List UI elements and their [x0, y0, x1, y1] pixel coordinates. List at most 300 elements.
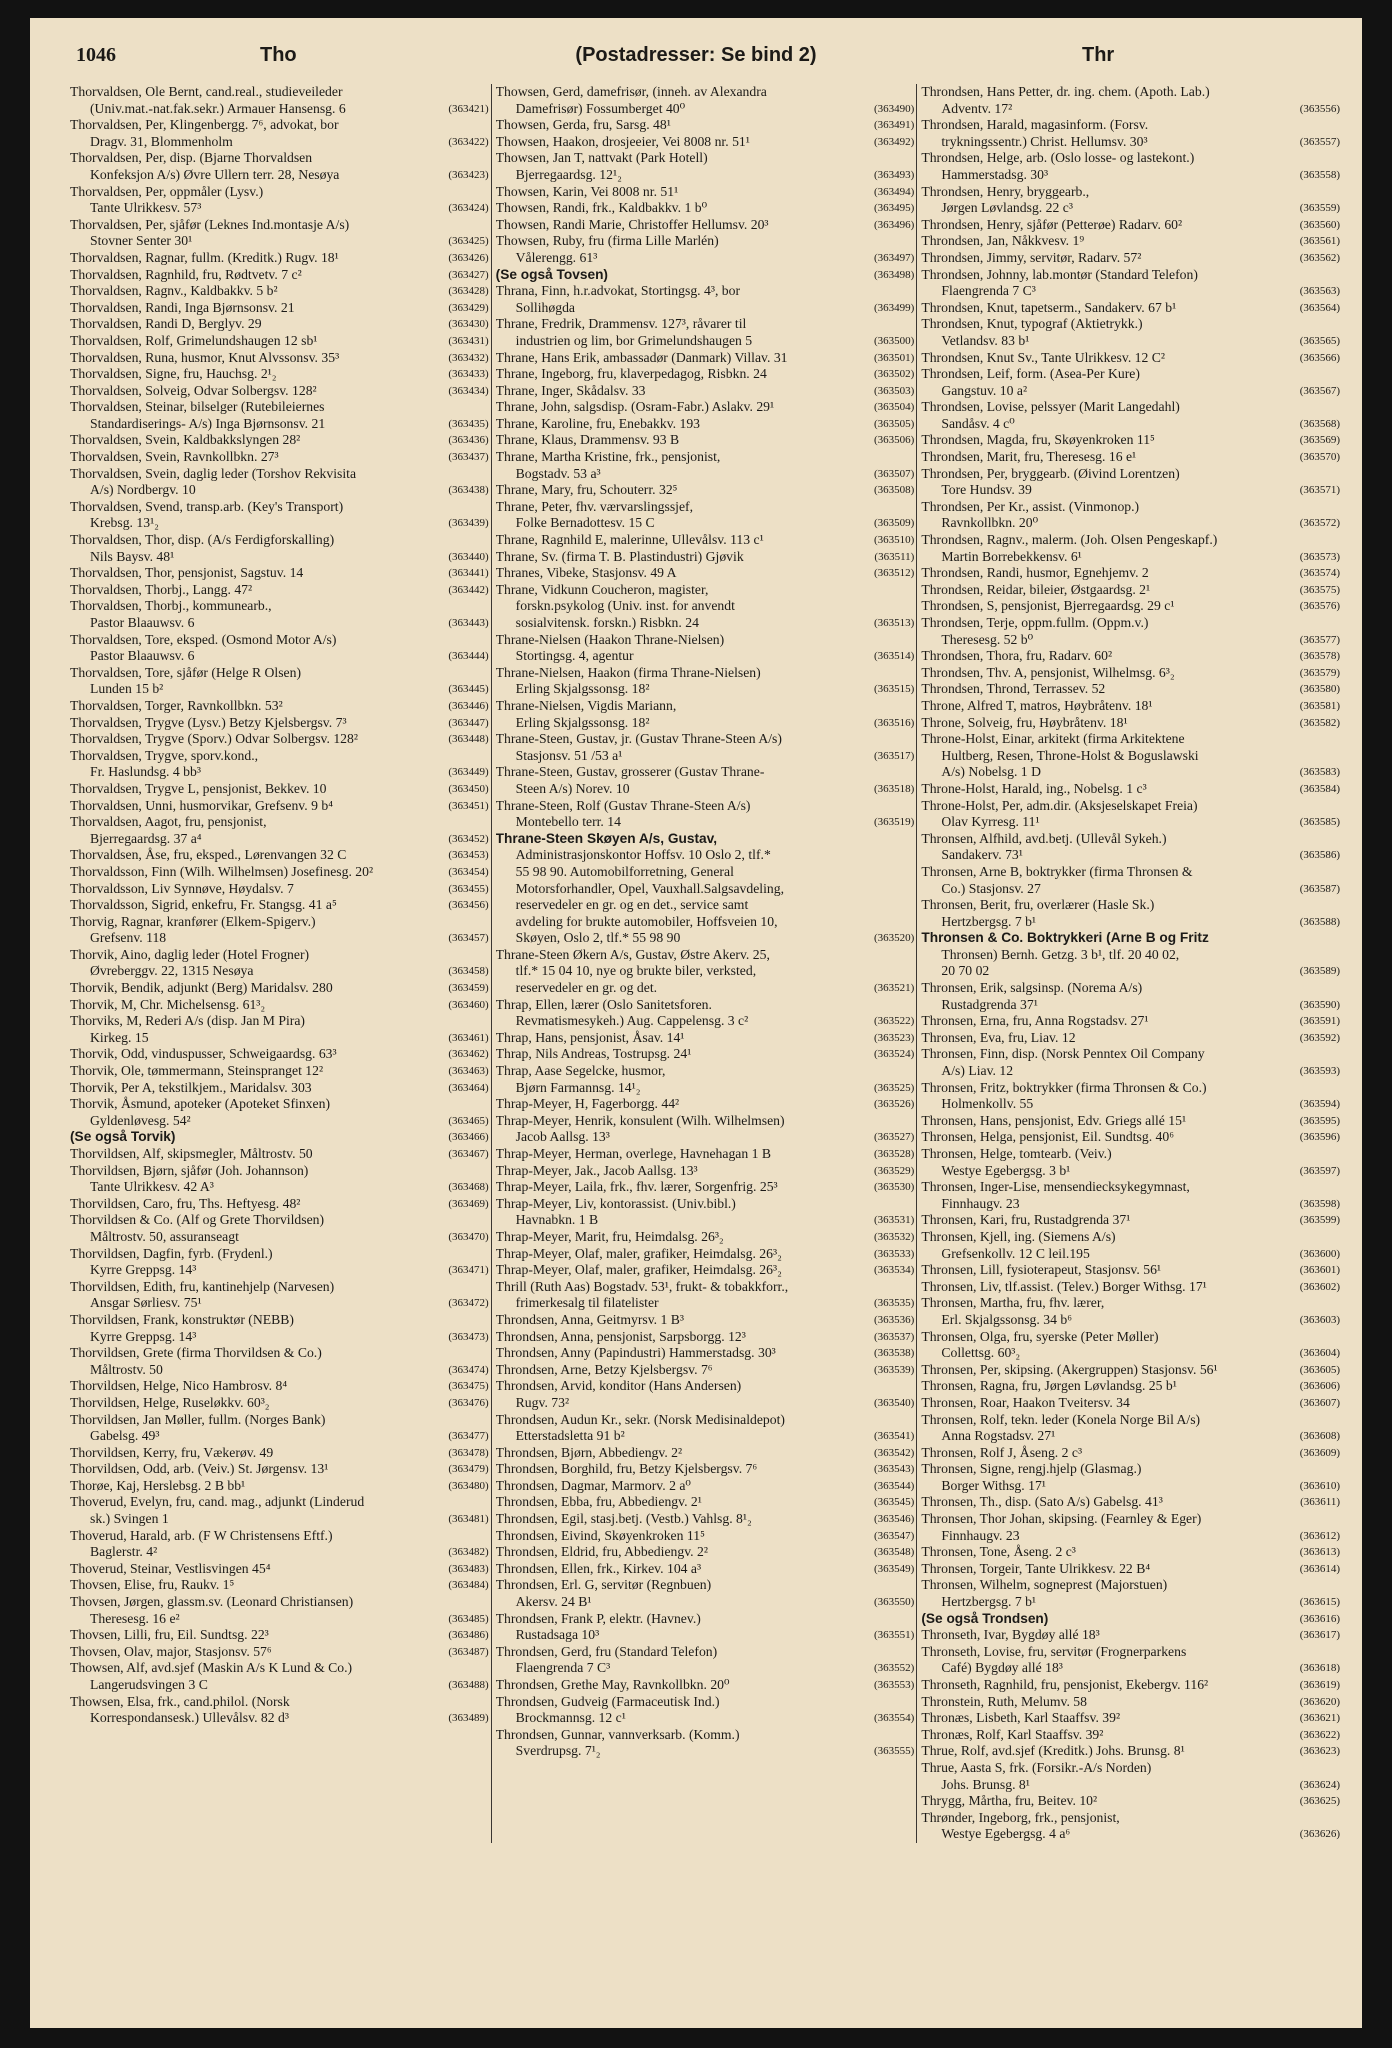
entry-number: (363484) [448, 1579, 489, 1592]
entry-line: Throndsen, Leif, form. (Asea-Per Kure) [921, 366, 1140, 382]
entry-line-row [496, 1312, 915, 1329]
entry-line-row [70, 117, 489, 134]
entry-number: (363507) [874, 467, 915, 480]
entry-line-row [496, 831, 915, 848]
entry-line: Hertzbergsg. 7 b¹ [941, 1594, 1037, 1610]
entry-line: Thorvaldsen, Ragnhild, fru, Rødtvetv. 7 c² [70, 266, 302, 282]
entry-line-row [496, 1544, 915, 1561]
entry-line: Thorvildsen, Helge, Nico Hambrosv. 8⁴ [70, 1378, 288, 1394]
entry-line-row [921, 764, 1340, 781]
directory-entry [496, 1611, 915, 1644]
entry-number: (363580) [1299, 683, 1341, 696]
entry-line-row [921, 350, 1340, 367]
entry-line-row [496, 1727, 915, 1744]
entry-line-row [70, 383, 489, 400]
entry-line: Thrane, Martha Kristine, frk., pensjonist, [495, 449, 721, 465]
entry-number: (363553) [874, 1679, 915, 1691]
entry-line-row [496, 1129, 915, 1146]
entry-line-row [70, 1511, 489, 1528]
entry-line-row [921, 598, 1340, 615]
entry-line-row [496, 814, 915, 831]
entry-line: Thrap-Meyer, Herman, overlege, Havnehagan 1 B [495, 1146, 772, 1161]
entry-number: (363516) [874, 716, 915, 729]
entry-line-row [496, 748, 915, 765]
entry-line-row [496, 1013, 915, 1030]
entry-line-row [921, 565, 1340, 582]
entry-line: Tante Ulrikkesv. 57³ [90, 200, 202, 216]
directory-entry [921, 432, 1340, 449]
directory-entry [496, 1229, 915, 1246]
entry-line-row [70, 84, 489, 101]
entry-number: (363526) [874, 1098, 915, 1111]
entry-number: (363487) [448, 1645, 489, 1658]
directory-entry [70, 1445, 489, 1462]
entry-number: (363578) [1299, 650, 1341, 663]
entry-number: (363610) [1299, 1479, 1341, 1492]
entry-line-row [70, 1013, 489, 1030]
entry-line: Thrane, Karoline, fru, Enebakkv. 193 [495, 415, 701, 431]
entry-line-row [496, 383, 915, 400]
directory-entry [496, 532, 915, 549]
entry-line: Thovsen, Olav, major, Stasjonsv. 57⁶ [70, 1643, 272, 1659]
entry-line: Korrespondansesk.) Ullevålsv. 82 d³ [90, 1710, 289, 1726]
entry-line-row [496, 1561, 915, 1578]
entry-line-row [70, 1611, 489, 1628]
entry-line: Thrane, Ingeborg, fru, klaverpedagog, Risbkn. 24 [495, 366, 767, 382]
entry-line-row [496, 1229, 915, 1246]
entry-number: (363440) [448, 550, 489, 563]
entry-line: Thorvildsen, Alf, skipsmegler, Måltrostv. 50 [70, 1146, 313, 1161]
entry-number: (363488) [448, 1679, 489, 1691]
entry-number: (363525) [874, 1081, 915, 1094]
entry-line: Thorvaldsen, Randi D, Berglyv. 29 [70, 316, 262, 332]
directory-entry [921, 1743, 1340, 1760]
entry-number: (363462) [448, 1048, 489, 1061]
entry-line-row [496, 1063, 915, 1080]
entry-number: (363566) [1299, 351, 1341, 364]
entry-line-row [496, 366, 915, 383]
entry-line: Throndsen, S, pensjonist, Bjerregaardsg. 29 c¹ [921, 598, 1175, 614]
entry-line: Rustadsaga 10³ [515, 1627, 600, 1643]
entry-line: Throndsen, Erl. G, servitør (Regnbuen) [495, 1577, 712, 1593]
entry-line: Thorvaldsen, Svein, Ravnkollbkn. 27³ [70, 449, 279, 465]
entry-number: (363518) [874, 782, 915, 795]
directory-entry [70, 1279, 489, 1312]
entry-line: Throndsen, Per Kr., assist. (Vinmonop.) [921, 498, 1140, 514]
entry-line: Throndsen, Frank P, elektr. (Havnev.) [495, 1610, 701, 1626]
entry-line-row [496, 798, 915, 815]
entry-line: forskn.psykolog (Univ. inst. for anvendt [515, 598, 735, 614]
directory-entry [921, 184, 1340, 217]
entry-line: Thovsen, Elise, fru, Raukv. 1⁵ [70, 1577, 235, 1593]
directory-entry [70, 250, 489, 267]
entry-line: Martin Borrebekkensv. 6¹ [941, 548, 1082, 564]
entry-line: Thorvaldsson, Finn (Wilh. Wilhelmsen) Josefinesg. 20² [70, 863, 374, 879]
directory-entry [70, 1461, 489, 1478]
entry-line: Thronsen, Signe, rengj.hjelp (Glasmag.) [921, 1461, 1142, 1477]
directory-entry [496, 947, 915, 997]
entry-number: (363613) [1299, 1546, 1341, 1559]
entry-line: (Se også Tovsen) [495, 266, 608, 282]
column-3 [916, 84, 1340, 1843]
directory-entry [921, 1544, 1340, 1561]
entry-line: Throndsen, Gunnar, vannverksarb. (Komm.) [495, 1726, 740, 1742]
entry-line-row [921, 1826, 1340, 1843]
entry-line-row [70, 350, 489, 367]
entry-line: Tore Hundsv. 39 [941, 482, 1032, 498]
entry-number: (363607) [1299, 1396, 1341, 1409]
entry-line: Gabelsg. 49³ [90, 1428, 160, 1444]
entry-line-row [496, 698, 915, 715]
entry-line-row [70, 366, 489, 383]
entry-line: Erling Skjalgssonsg. 18² [515, 714, 650, 730]
directory-entry [70, 632, 489, 665]
entry-line-row [921, 167, 1340, 184]
entry-line-row [496, 1494, 915, 1511]
entry-number: (363495) [874, 202, 915, 215]
entry-line-row [496, 167, 915, 184]
entry-number: (363448) [448, 733, 489, 746]
entry-number: (363528) [874, 1148, 915, 1160]
entry-line: Thronsen, Alfhild, avd.betj. (Ullevål Sykeh.) [921, 830, 1167, 846]
entry-line: Thrane-Nielsen, Vigdis Mariann, [495, 697, 677, 713]
entry-number: (363452) [448, 832, 489, 845]
entry-line-row [496, 1577, 915, 1594]
entry-number: (363605) [1299, 1363, 1341, 1376]
directory-entry [921, 1677, 1340, 1694]
entry-line-row [921, 1528, 1340, 1545]
entry-line: Nils Baysv. 48¹ [90, 548, 175, 564]
entry-line: Thrane, Vidkunn Coucheron, magister, [495, 581, 709, 597]
directory-entry [496, 665, 915, 698]
entry-line-row [496, 1428, 915, 1445]
entry-line: Thronsen, Rolf, tekn. leder (Konela Norge Bil A/s) [921, 1411, 1201, 1427]
entry-line: Thorvaldsen, Torger, Ravnkollbkn. 53² [70, 697, 283, 713]
entry-line: trykningssentr.) Christ. Hellumsv. 30³ [941, 133, 1148, 149]
entry-number: (363571) [1299, 484, 1341, 497]
entry-line: 20 70 02 [941, 963, 990, 979]
entry-line-row [70, 167, 489, 184]
directory-entry [70, 1561, 489, 1578]
entry-number: (363459) [448, 982, 489, 995]
entry-line: Thorvaldsson, Liv Synnøve, Høydalsv. 7 [70, 880, 294, 896]
entry-line: Throndsen, Marit, fru, Theresesg. 16 e¹ [921, 449, 1137, 465]
directory-entry [921, 1229, 1340, 1262]
directory-entry [70, 366, 489, 383]
entry-line-row [921, 748, 1340, 765]
directory-entry [921, 1727, 1340, 1744]
entry-line-row [70, 1362, 489, 1379]
directory-entry [70, 532, 489, 565]
directory-entry [496, 1246, 915, 1263]
entry-line: 55 98 90. Automobilforretning, General [515, 863, 734, 879]
directory-entry [70, 1395, 489, 1412]
entry-number: (363430) [448, 318, 489, 331]
entry-line: Thorvildsen, Bjørn, sjåfør (Joh. Johannson) [70, 1162, 309, 1178]
entry-number: (363545) [874, 1496, 915, 1509]
entry-line-row [921, 101, 1340, 118]
directory-entry [70, 1660, 489, 1693]
directory-entry [70, 84, 489, 117]
entry-number: (363564) [1299, 301, 1341, 314]
directory-entry [496, 731, 915, 764]
entry-line: Thowsen, Ruby, fru (firma Lille Marlén) [495, 233, 719, 249]
entry-number: (363438) [448, 484, 489, 497]
entry-line: (Univ.mat.-nat.fak.sekr.) Armauer Hansensg. 6 [90, 100, 346, 116]
directory-entry [70, 1212, 489, 1245]
entry-line-row [921, 184, 1340, 201]
entry-number: (363593) [1299, 1065, 1341, 1078]
entry-line: Thowsen, Elsa, frk., cand.philol. (Norsk [70, 1693, 290, 1709]
entry-number: (363494) [874, 185, 915, 198]
entry-line-row [496, 416, 915, 433]
entry-line: Thronsen, Helga, pensjonist, Eil. Sundtsg. 40⁶ [921, 1129, 1174, 1145]
directory-entry [70, 1312, 489, 1345]
directory-entry [921, 1395, 1340, 1412]
entry-line-row [921, 947, 1340, 964]
entry-line: Thorvaldsen, Ragnar, fullm. (Kreditk.) Rugv. 18¹ [70, 249, 339, 265]
entry-line: Thowsen, Karin, Vei 8008 nr. 51¹ [495, 183, 679, 199]
entry-line: Thorvaldsen, Per, oppmåler (Lysv.) [70, 183, 264, 199]
entry-line-row [921, 1063, 1340, 1080]
entry-line-row [496, 1295, 915, 1312]
directory-entry [921, 1644, 1340, 1677]
directory-entry [496, 1445, 915, 1462]
entry-line-row [70, 549, 489, 566]
entry-number: (363602) [1299, 1280, 1341, 1293]
entry-number: (363521) [874, 982, 915, 995]
directory-entry [70, 698, 489, 715]
entry-line-row [70, 847, 489, 864]
entry-number: (363489) [448, 1712, 489, 1725]
directory-entry [921, 350, 1340, 367]
entry-number: (363539) [874, 1363, 915, 1376]
entry-line-row [921, 233, 1340, 250]
entry-line-row [70, 1594, 489, 1611]
entry-line-row [921, 681, 1340, 698]
entry-line-row [921, 250, 1340, 267]
entry-line-row [70, 1694, 489, 1711]
directory-entry [496, 1644, 915, 1677]
directory-entry [496, 499, 915, 532]
entry-line-row [921, 134, 1340, 151]
directory-entry [70, 582, 489, 599]
entry-line: Throndsen, Borghild, fru, Betzy Kjelsbergsv. 7⁶ [495, 1461, 758, 1477]
entry-number: (363450) [448, 782, 489, 795]
entry-line-row [921, 515, 1340, 532]
entry-line: Thrane, Mary, fru, Schouterr. 32⁵ [495, 482, 678, 498]
entry-line-row [70, 930, 489, 947]
entry-line: Thrane, Fredrik, Drammensv. 127³, råvarer til [495, 316, 747, 332]
entry-line: Øvreberggv. 22, 1315 Nesøya [90, 963, 254, 979]
entry-number: (363606) [1299, 1380, 1341, 1393]
entry-line-row [496, 84, 915, 101]
entry-line: Collettsg. 60³₂ [941, 1345, 1021, 1361]
entry-line: Standardiserings- A/s) Inga Bjørnsonsv. 21 [90, 415, 326, 431]
entry-line-row [70, 200, 489, 217]
entry-number: (363576) [1299, 600, 1341, 613]
directory-entry [496, 1727, 915, 1760]
directory-entry [496, 1262, 915, 1279]
entry-line: Thronsen, Rolf J, Åseng. 2 c³ [921, 1444, 1083, 1460]
directory-entry [70, 1478, 489, 1495]
entry-line: Thronsen) Bernh. Getzg. 3 b¹, tlf. 20 40 02, [941, 946, 1180, 962]
directory-entry [496, 1030, 915, 1047]
entry-line: Throndsen, Per, bryggearb. (Øivind Lorentzen) [921, 465, 1180, 481]
entry-number: (363453) [448, 849, 489, 862]
entry-line-row [921, 1246, 1340, 1263]
entry-number: (363443) [448, 617, 489, 629]
entry-line-row [70, 881, 489, 898]
entry-line-row [921, 549, 1340, 566]
entry-line: Olav Kyrresg. 11¹ [941, 814, 1040, 830]
entry-line-row [70, 665, 489, 682]
entry-line-row [496, 499, 915, 516]
entry-line-row [70, 1329, 489, 1346]
entry-line-row [921, 1080, 1340, 1097]
entry-number: (363500) [874, 334, 915, 347]
entry-line-row [921, 84, 1340, 101]
entry-line-row [70, 1710, 489, 1727]
entry-line-row [921, 316, 1340, 333]
entry-line-row [921, 383, 1340, 400]
entry-line: Anna Rogstadsv. 27¹ [941, 1428, 1056, 1444]
directory-entry [70, 217, 489, 250]
entry-line-row [496, 250, 915, 267]
entry-line-row [921, 1478, 1340, 1495]
entry-line: Throndsen, Jan, Nåkkvesv. 1⁹ [921, 233, 1085, 249]
entry-line: avdeling for brukte automobiler, Hoffsveien 10, [515, 913, 778, 929]
directory-entry [70, 383, 489, 400]
entry-line: Throne, Alfred T, matros, Høybråtenv. 18¹ [921, 697, 1153, 713]
entry-number: (363603) [1299, 1313, 1341, 1326]
entry-line: Throndsen, Magda, fru, Skøyenkroken 11⁵ [921, 432, 1155, 448]
entry-line: Thorvaldsen, Tore, eksped. (Osmond Motor A/s) [70, 631, 337, 647]
entry-line: Thrap-Meyer, Olaf, maler, grafiker, Heimdalsg. 26³₂ [495, 1245, 782, 1261]
directory-entry [496, 1312, 915, 1329]
entry-line: frimerkesalg til filatelister [515, 1295, 659, 1311]
entry-line: Throndsen, Anna, pensjonist, Sarpsborgg. 12³ [495, 1328, 746, 1344]
directory-entry [496, 150, 915, 183]
entry-number: (363587) [1299, 882, 1341, 895]
entry-number: (363493) [874, 168, 915, 181]
entry-line: Thowsen, Haakon, drosjeeier, Vei 8008 nr. 51¹ [495, 133, 750, 149]
directory-entry [496, 1494, 915, 1511]
entry-line-row [70, 598, 489, 615]
entry-line-row [921, 482, 1340, 499]
entry-line: Thorvildsen, Jan Møller, fullm. (Norges Bank) [70, 1411, 326, 1427]
entry-line-row [496, 1212, 915, 1229]
entry-line: Thronsen, Torgeir, Tante Ulrikkesv. 22 B⁴ [921, 1560, 1151, 1576]
entry-line-row [921, 217, 1340, 234]
entry-line-row [496, 881, 915, 898]
directory-entry [921, 1262, 1340, 1279]
directory-entry [921, 1760, 1340, 1793]
entry-line-row [921, 1760, 1340, 1777]
entry-number: (363442) [448, 583, 489, 596]
directory-entry [70, 798, 489, 815]
directory-entry [70, 1046, 489, 1063]
entry-number: (363581) [1299, 699, 1341, 712]
entry-line: Theresesg. 16 e² [90, 1610, 180, 1626]
directory-entry [496, 582, 915, 632]
directory-entry [496, 1378, 915, 1411]
entry-line: Throndsen, Reidar, bileier, Østgaardsg. 2¹ [921, 581, 1151, 597]
entry-number: (363514) [874, 650, 915, 663]
entry-line-row [921, 1279, 1340, 1296]
entry-number: (363590) [1299, 998, 1341, 1011]
entry-number: (363617) [1299, 1629, 1341, 1642]
entry-number: (363499) [874, 301, 915, 314]
entry-line-row [70, 217, 489, 234]
entry-line-row [70, 399, 489, 416]
entry-number: (363435) [448, 417, 489, 430]
directory-entry [70, 1063, 489, 1080]
directory-entry [70, 1644, 489, 1661]
directory-entry [70, 1080, 489, 1097]
entry-line-row [496, 997, 915, 1014]
directory-entry [921, 1461, 1340, 1494]
directory-entry [921, 1445, 1340, 1462]
entry-line-row [921, 1179, 1340, 1196]
entry-line: Thoverud, Harald, arb. (F W Christensens Eftf.) [70, 1527, 333, 1543]
entry-number: (363594) [1299, 1098, 1341, 1111]
entry-number: (363508) [874, 484, 915, 497]
entry-line: Thronstein, Ruth, Melumv. 58 [921, 1693, 1087, 1709]
entry-line: Thowsen, Alf, avd.sjef (Maskin A/s K Lund & Co.) [70, 1660, 353, 1676]
entry-line-row [70, 1528, 489, 1545]
directory-entry [70, 1594, 489, 1627]
directory-entry [496, 1677, 915, 1694]
entry-line-row [921, 1544, 1340, 1561]
directory-entry [70, 1196, 489, 1213]
entry-line-row [70, 449, 489, 466]
entry-line: Thronsen, Inger-Lise, mensendiecksykegymnast, [921, 1179, 1190, 1195]
entry-line-row [496, 582, 915, 599]
entry-line-row [496, 515, 915, 532]
entry-line-row [70, 997, 489, 1014]
entry-line-row [921, 731, 1340, 748]
directory-entry [496, 366, 915, 383]
entry-line-row [496, 864, 915, 881]
entry-line: Throndsen, Ellen, frk., Kirkev. 104 a³ [495, 1560, 702, 1576]
entry-number: (363502) [874, 368, 915, 381]
entry-number: (363506) [874, 434, 915, 447]
entry-line-row [496, 283, 915, 300]
entry-number: (363432) [448, 351, 489, 364]
entry-line-row [70, 300, 489, 317]
entry-line: Erling Skjalgssonsg. 18² [515, 681, 650, 697]
entry-line: Café) Bygdøy allé 18³ [941, 1660, 1063, 1676]
directory-entry [70, 1345, 489, 1378]
directory-entry [70, 748, 489, 781]
entry-line-row [921, 963, 1340, 980]
entry-line-row [921, 1096, 1340, 1113]
entry-line-row [70, 1096, 489, 1113]
directory-entry [496, 316, 915, 349]
entry-line: Throndsen, Eivind, Skøyenkroken 11⁵ [495, 1527, 705, 1543]
entry-line-row [70, 1030, 489, 1047]
entry-number: (363439) [448, 517, 489, 530]
directory-entry [921, 1113, 1340, 1130]
directory-columns [70, 84, 1342, 1843]
entry-line: Thorvik, Åsmund, apoteker (Apoteket Sfinxen) [70, 1096, 331, 1112]
entry-number: (363619) [1299, 1679, 1341, 1691]
entry-line-row [496, 715, 915, 732]
entry-number: (363501) [874, 351, 915, 364]
entry-line: Throndsen, Knut, tapetserm., Sandakerv. 67 b¹ [921, 299, 1177, 315]
entry-number: (363582) [1299, 716, 1341, 729]
